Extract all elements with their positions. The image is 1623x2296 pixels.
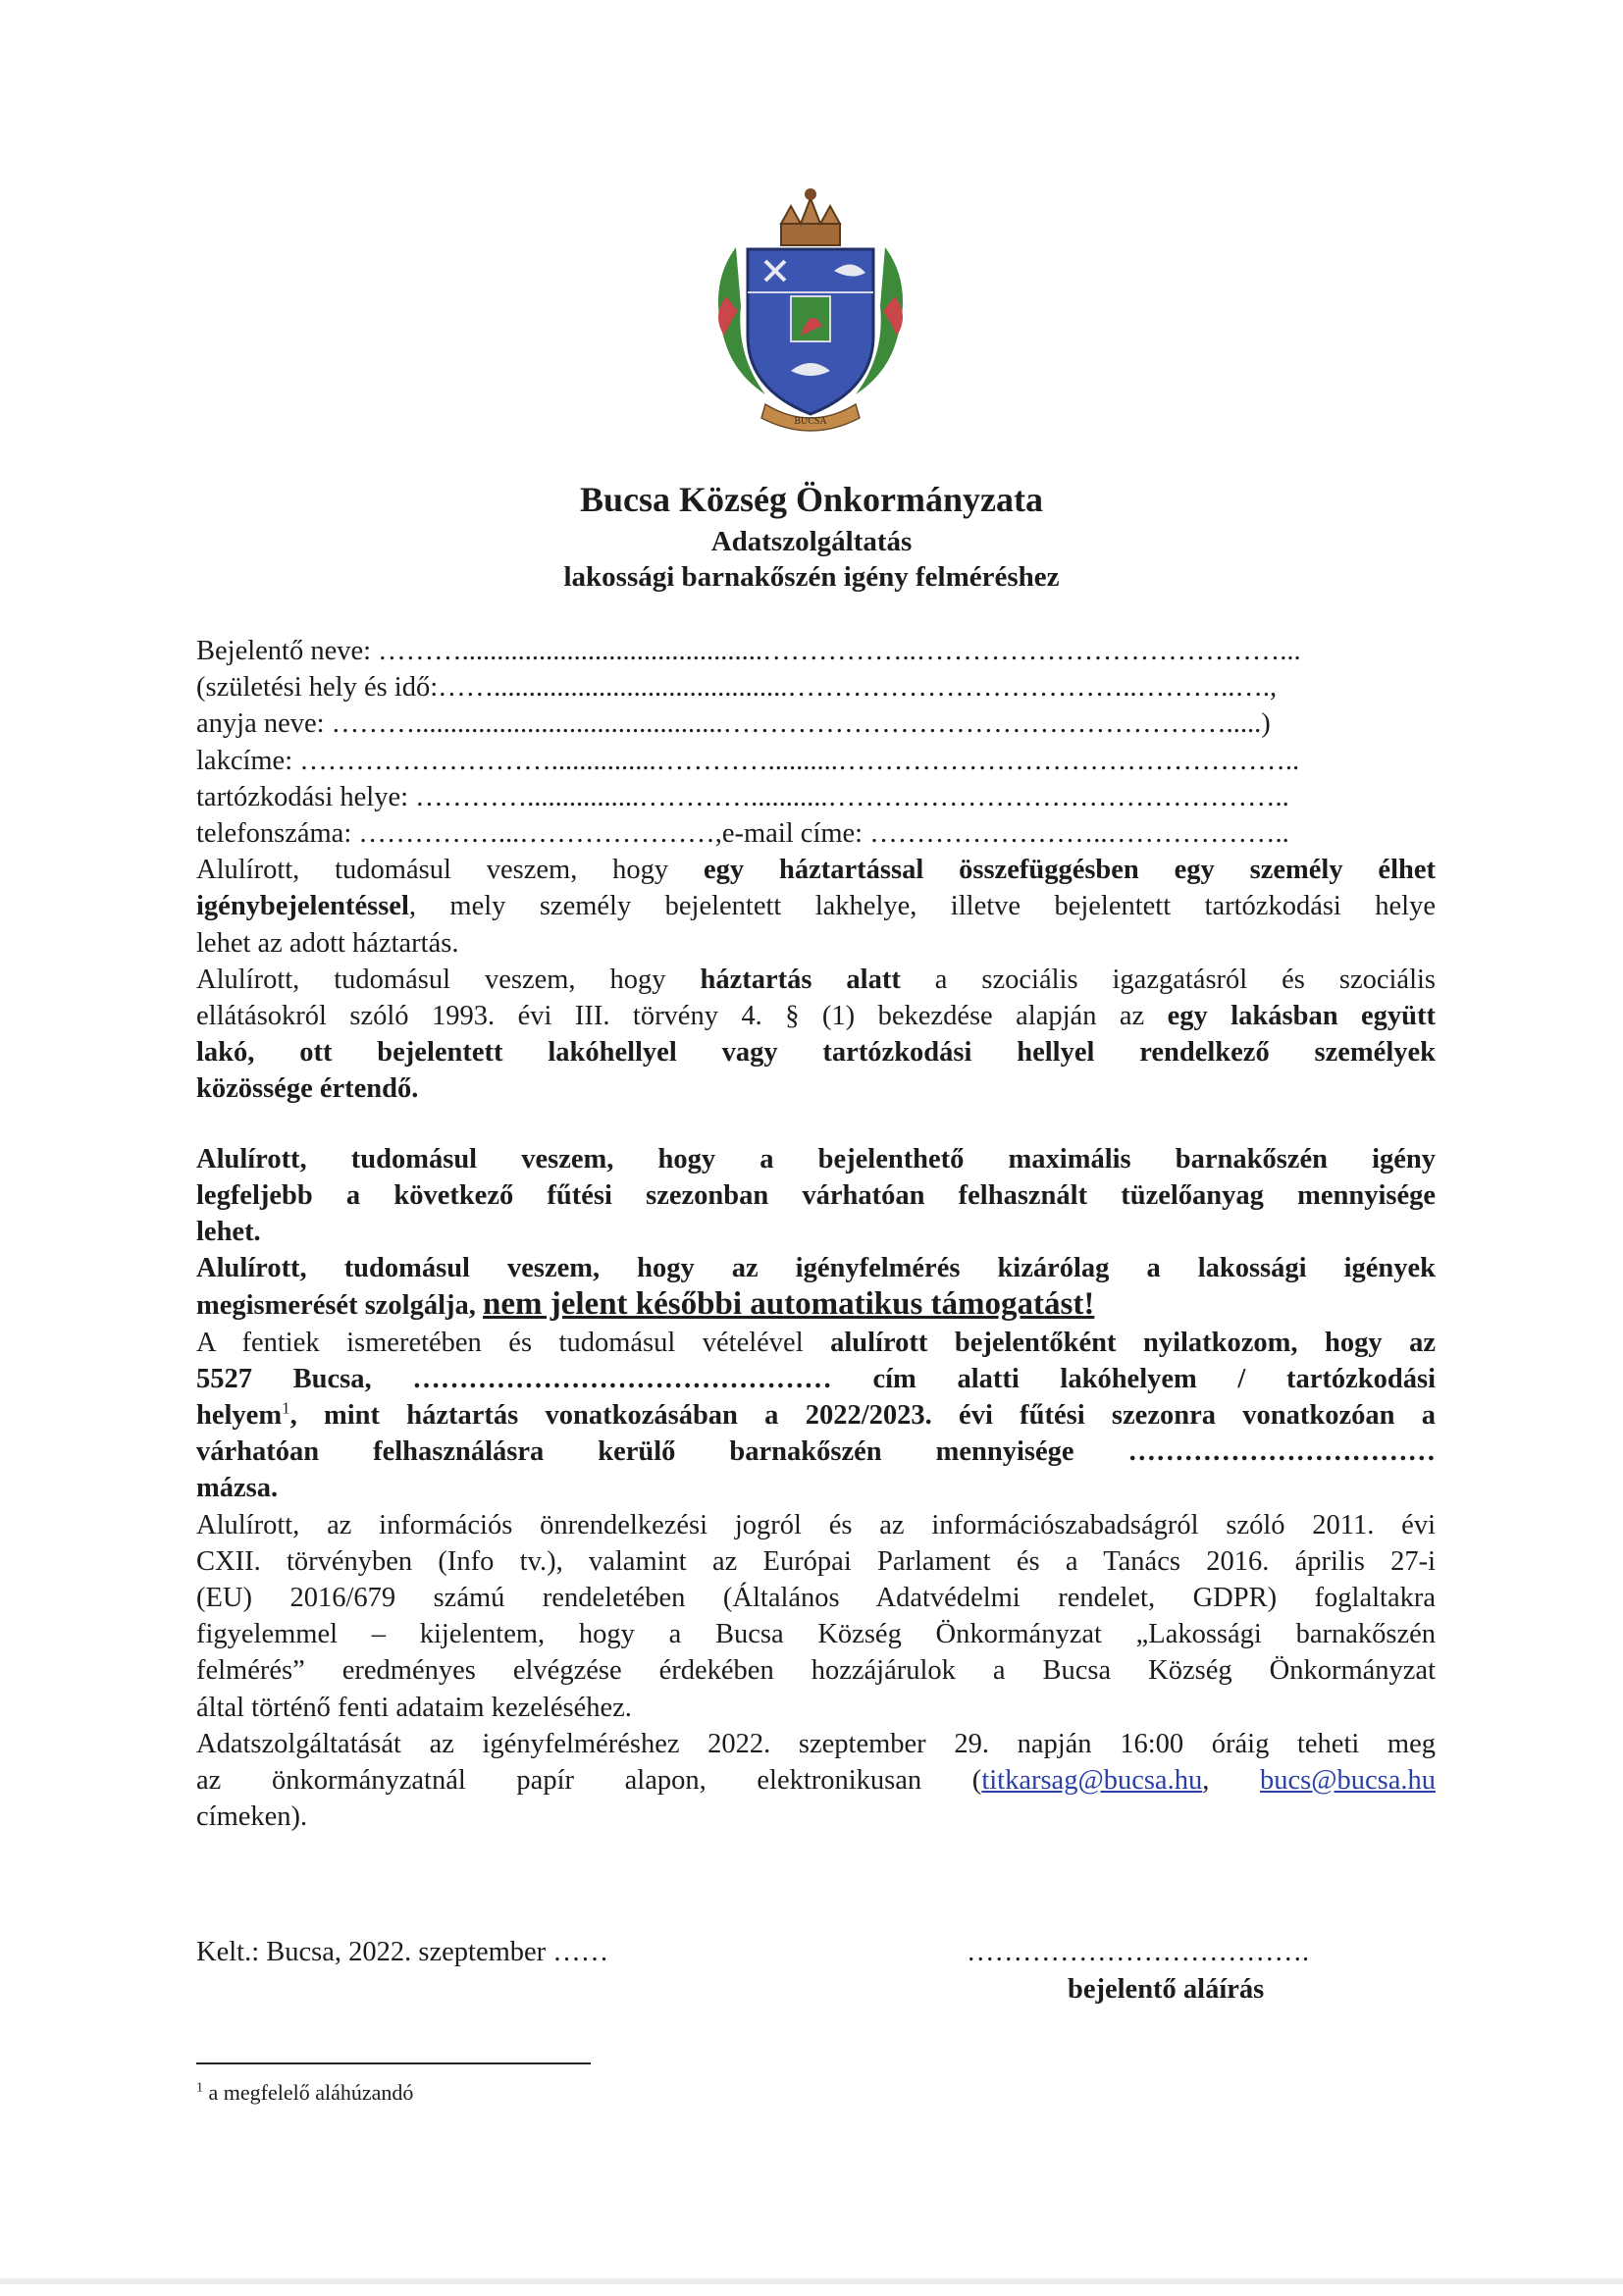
declaration-household: Alulírott, tudomásul veszem, hogy egy háztartással összefüggésben egy személy élhet igénybejelentéssel, mely személy bejelentett lakhelye, illetve bejelentett tartózkodási helye lehet az adott háztartás.: [196, 855, 1436, 959]
municipal-crest-logo: [697, 179, 924, 434]
signature-line[interactable]: ……………………………….: [967, 1937, 1310, 1967]
deadline-info: Adatszolgáltatását az igényfelméréshez 2022. szeptember 29. napján 16:00 óráig teheti meg az önkormányzatnál papír alapon, elektronikusan (titkarsag@bucsa.hu, bucs@bucsa.hu címeken).: [196, 1728, 1437, 1833]
declaration-quantity: A fentiek ismeretében és tudomásul vételével alulírott bejelentőként nyilatkozom, hogy az 5527 Bucsa, ……………………………………… cím alatti lakóhelyem / tartózkodási helyem$^1$, mint háztartás vonatkozásában a 2022/2023. évi fűtési szezonra vonatkozóan a várhatóan felhasználásra kerülő barnakőszén mennyisége …………………………… mázsa.: [196, 1327, 1436, 1504]
declaration-household-definition: Alulírott, tudomásul veszem, hogy háztartás alatt a szociális igazgatásról és szociális ellátásokról szóló 1993. évi III. törvény 4. § (1) bekezdése alapján az egy lakásban együtt lakó, ott bejelentett lakóhellyel vagy tartózkodási hellyel rendelkező személyek közössége értendő.: [196, 964, 1436, 1105]
declaration-no-support: Alulírott, tudomásul veszem, hogy az igényfelmérés kizárólag a lakossági igények megismerését szolgálja, nem jelent későbbi automatikus támogatást!: [196, 1253, 1436, 1323]
footnote-divider: [196, 2062, 591, 2064]
email-link-titkarsag[interactable]: titkarsag@bucsa.hu: [981, 1765, 1203, 1797]
field-phone-email[interactable]: telefonszáma: ……………...…………………,e-mail címe: ……………………..………………..: [196, 818, 1289, 850]
form-body: [196, 633, 1436, 1836]
svg-text:BUCSA: BUCSA: [794, 416, 827, 427]
no-support-emphasis: nem jelent későbbi automatikus támogatást!: [483, 1286, 1095, 1323]
field-quantity[interactable]: várhatóan felhasználásra kerülő barnakőszén mennyisége ……………………………: [196, 1436, 1436, 1468]
email-link-bucs[interactable]: bucs@bucsa.hu: [1260, 1765, 1437, 1797]
signature-label: bejelentő aláírás: [1068, 1974, 1265, 2005]
field-bucsa-address[interactable]: 5527 Bucsa, ……………………………………… cím alatti lakóhelyem / tartózkodási: [196, 1363, 1436, 1394]
field-residence[interactable]: tartózkodási helye: …………................…………...........…………………………………………..: [196, 781, 1289, 812]
page-bottom-edge: [0, 2278, 1623, 2284]
document-subtitle: Adatszolgáltatás: [710, 526, 913, 557]
field-name[interactable]: Bejelentő neve: ………...........................................……………..…………………………………...: [196, 636, 1301, 666]
organization-title: Bucsa Község Önkormányzata: [580, 480, 1043, 519]
footnote: $^1$ a megfelelő aláhúzandó: [196, 2080, 414, 2105]
field-address[interactable]: lakcíme: ………………………...............…………..........…………………………………………..: [196, 745, 1300, 776]
place-date-field[interactable]: Kelt.: Bucsa, 2022. szeptember ……: [196, 1937, 609, 1967]
footnote-ref: 1: [282, 1398, 290, 1418]
field-mother[interactable]: anyja neve: ………............................................……………………………………………….....): [196, 708, 1271, 740]
field-birth[interactable]: (születési hely és idő:……..........................................………………………………..………..….,: [196, 672, 1278, 704]
document-purpose: lakossági barnakőszén igény felméréshez: [563, 561, 1060, 593]
gdpr-consent: Alulírott, az információs önrendelkezési jogról és az információszabadságról szóló 2011. évi CXII. törvényben (Info tv.), valamint az Európai Parlament és a Tanács 2016. április 27-i (EU) 2016/679 számú rendeletében (Általános Adatvédelmi rendelet, GDPR) foglaltakra figyelemmel – kijelentem, hogy a Bucsa Község Önkormányzat „Lakossági barnakőszén felmérés” eredményes elvégzése érdekében hozzájárulok a Bucsa Község Önkormányzat által történő fenti adataim kezeléséhez.: [196, 1509, 1436, 1723]
declaration-maximum: Alulírott, tudomásul veszem, hogy a bejelenthető maximális barnakőszén igény legfeljebb a következő fűtési szezonban várhatóan felhasznált tüzelőanyag mennyisége lehet.: [196, 1143, 1436, 1248]
